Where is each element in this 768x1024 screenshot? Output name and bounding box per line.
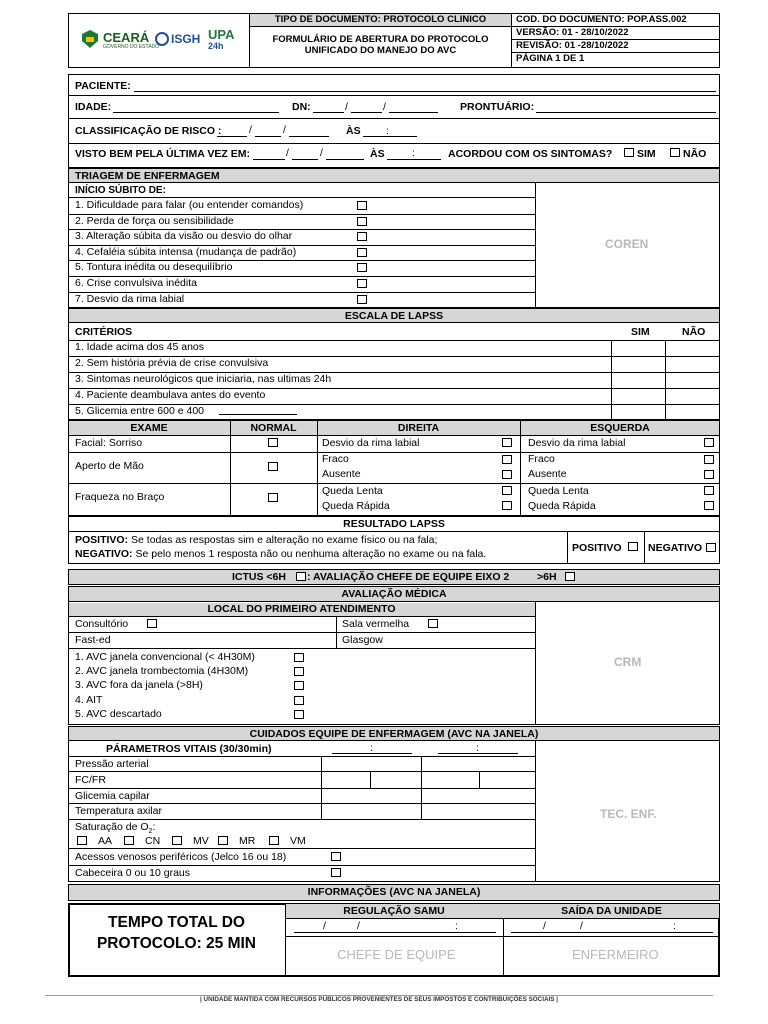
footer-text: | UNIDADE MANTIDA COM RECURSOS PÚBLICOS PROVENIENTES DE SEUS IMPOSTOS E CONTRIBUIÇÕES SOCIAIS | [200,996,558,1003]
left-slow-drop-checkbox[interactable] [704,486,714,495]
crm-stamp: CRM [614,655,642,669]
lapss-no-cell[interactable] [665,372,720,388]
left-weak-checkbox[interactable] [704,455,714,464]
chief-signature: CHEFE DE EQUIPE [337,947,456,962]
risk-year-field[interactable] [289,136,329,137]
lapss-positive-checkbox[interactable] [628,542,638,551]
normal-facial-checkbox[interactable] [268,438,278,447]
triage-item-checkbox[interactable] [357,217,367,226]
triage-item: 1. Dificuldade para falar (ou entender comandos) [75,199,304,211]
ictus-more-6h-checkbox[interactable] [565,572,575,581]
doc-code: COD. DO DOCUMENTO: POP.ASS.002 [516,14,687,25]
doc-version: VERSÃO: 01 - 28/10/2022 [516,27,629,38]
total-time: TEMPO TOTAL DO PROTOCOLO: 25 MIN [96,914,257,952]
avc-option: 5. AVC descartado [75,707,162,720]
woke-yes-checkbox[interactable] [624,148,634,157]
sat-option-label: CN [145,835,161,847]
coren-stamp: COREN [605,237,649,251]
lapss-title: ESCALA DE LAPSS [68,308,720,323]
triage-title: TRIAGEM DE ENFERMAGEM [68,168,720,183]
normal-arm-checkbox[interactable] [268,493,278,502]
sat-option-checkbox[interactable] [77,836,87,845]
woke-no-checkbox[interactable] [670,148,680,157]
lapss-no-cell[interactable] [665,356,720,372]
dob-year-field[interactable] [389,112,438,113]
sat-option-label: VM [290,835,306,847]
sat-option-label: MR [239,835,256,847]
triage-item: 4. Cefaléia súbita intensa (mudança de padrão) [75,245,297,258]
left-fast-drop-checkbox[interactable] [704,501,714,510]
risk-day-field[interactable] [217,136,247,137]
sat-option-checkbox[interactable] [172,836,182,845]
right-absent-checkbox[interactable] [502,470,512,479]
lapss-yes-cell[interactable] [611,340,665,356]
avc-option: 4. AIT [75,693,103,706]
left-absent-checkbox[interactable] [704,470,714,479]
triage-item-checkbox[interactable] [357,279,367,288]
doc-page: PÁGINA 1 DE 1 [516,53,585,64]
triage-item: 7. Desvio da rima labial [75,292,185,305]
lapss-criterion: 4. Paciente deambulava antes do evento [75,389,266,401]
triage-item: 2. Perda de força ou sensibilidade [75,214,234,227]
sat-option-checkbox[interactable] [218,836,228,845]
last-seen-day-field[interactable] [253,159,285,160]
lapss-criterion: 5. Glicemia entre 600 e 400 [75,405,204,417]
lapss-result-title: RESULTADO LAPSS [343,518,445,530]
lapss-yes-cell[interactable] [611,356,665,372]
sat-option-label: MV [193,835,209,847]
doc-revision: REVISÃO: 01 -28/10/2022 [516,40,629,51]
lapss-negative-checkbox[interactable] [706,543,716,552]
right-fast-drop-checkbox[interactable] [502,501,512,510]
vitals-title: PÁRAMETROS VITAIS (30/30min) [106,743,272,755]
risk-time-field[interactable] [363,136,417,137]
avc-option: 1. AVC janela convencional (< 4H30M) [75,651,255,663]
right-weak-checkbox[interactable] [502,455,512,464]
left-facial-checkbox[interactable] [704,438,714,447]
normal-grip-checkbox[interactable] [268,462,278,471]
venous-access-checkbox[interactable] [331,852,341,861]
lapss-no-cell[interactable] [665,388,720,404]
lapss-criterion: 3. Sintomas neurológicos que iniciaria, nas ultimas 24h [75,373,332,385]
triage-item-checkbox[interactable] [357,263,367,272]
dob-day-field[interactable] [313,112,344,113]
lapss-yes-cell[interactable] [611,388,665,404]
tec-enf-stamp: TEC. ENF. [600,807,657,821]
age-field[interactable] [113,112,279,113]
lapss-yes-cell[interactable] [611,404,665,420]
sat-option-checkbox[interactable] [124,836,134,845]
isgh-logo [155,32,169,51]
nurse-signature: ENFERMEIRO [572,947,659,962]
care-title: CUIDADOS EQUIPE DE ENFERMAGEM (AVC NA JANELA) [68,726,720,741]
avc-option: 2. AVC janela trombectomia (4H30M) [75,665,249,678]
form-title-1: FORMULÁRIO DE ABERTURA DO PROTOCOLO [272,34,489,45]
ceara-logo-text: CEARÁ [103,30,150,45]
head-elevation-checkbox[interactable] [331,868,341,877]
doc-type: TIPO DE DOCUMENTO: PROTOCOLO CLINICO [274,14,487,25]
right-slow-drop-checkbox[interactable] [502,486,512,495]
ictus-less-6h-checkbox[interactable] [296,572,306,581]
triage-item-checkbox[interactable] [357,248,367,257]
form-title-2: UNIFICADO DO MANEJO DO AVC [304,45,457,56]
lapss-criterion: 1. Idade acima dos 45 anos [75,341,205,353]
triage-item-checkbox[interactable] [357,201,367,210]
exit-datetime-field[interactable] [511,921,713,933]
dob-month-field[interactable] [351,112,382,113]
avc-option-checkbox[interactable] [294,710,304,719]
right-facial-checkbox[interactable] [502,438,512,447]
patient-name-field[interactable] [134,91,716,92]
record-field[interactable] [536,112,716,113]
sat-option-checkbox[interactable] [269,836,279,845]
risk-month-field[interactable] [255,136,281,137]
avc-option-checkbox[interactable] [294,696,304,705]
lapss-criterion: 2. Sem história prévia de crise convulsiva [75,357,269,369]
consultorio-checkbox[interactable] [147,619,157,628]
triage-item: 3. Alteração súbita da visão ou desvio do olhar [75,230,293,243]
patient-name-label: PACIENTE: [75,80,131,92]
lapss-no-cell[interactable] [665,340,720,356]
last-seen-year-field[interactable] [326,159,364,160]
avc-option: 3. AVC fora da janela (>8H) [75,679,203,692]
triage-item: 5. Tontura inédita ou desequilíbrio [75,261,233,274]
avc-option-checkbox[interactable] [294,667,304,676]
triage-item-checkbox[interactable] [357,295,367,304]
info-title: INFORMAÇÕES (AVC NA JANELA) [68,884,720,901]
medical-title: AVALIAÇÃO MÉDICA [68,586,720,602]
lapss-no-cell[interactable] [665,404,720,420]
avc-option-checkbox[interactable] [294,653,304,662]
lapss-yes-cell[interactable] [611,372,665,388]
triage-subtitle: INÍCIO SÚBITO DE: [75,185,166,196]
last-seen-month-field[interactable] [292,159,318,160]
glicemia-field[interactable] [219,414,297,415]
triage-item-checkbox[interactable] [357,232,367,241]
sat-option-label: AA [98,835,113,847]
upa-logo: UPA [208,27,235,42]
avc-option-checkbox[interactable] [294,681,304,690]
ceara-logo [80,29,100,54]
triage-item: 6. Crise convulsiva inédita [75,277,197,289]
sala-vermelha-checkbox[interactable] [428,619,438,628]
